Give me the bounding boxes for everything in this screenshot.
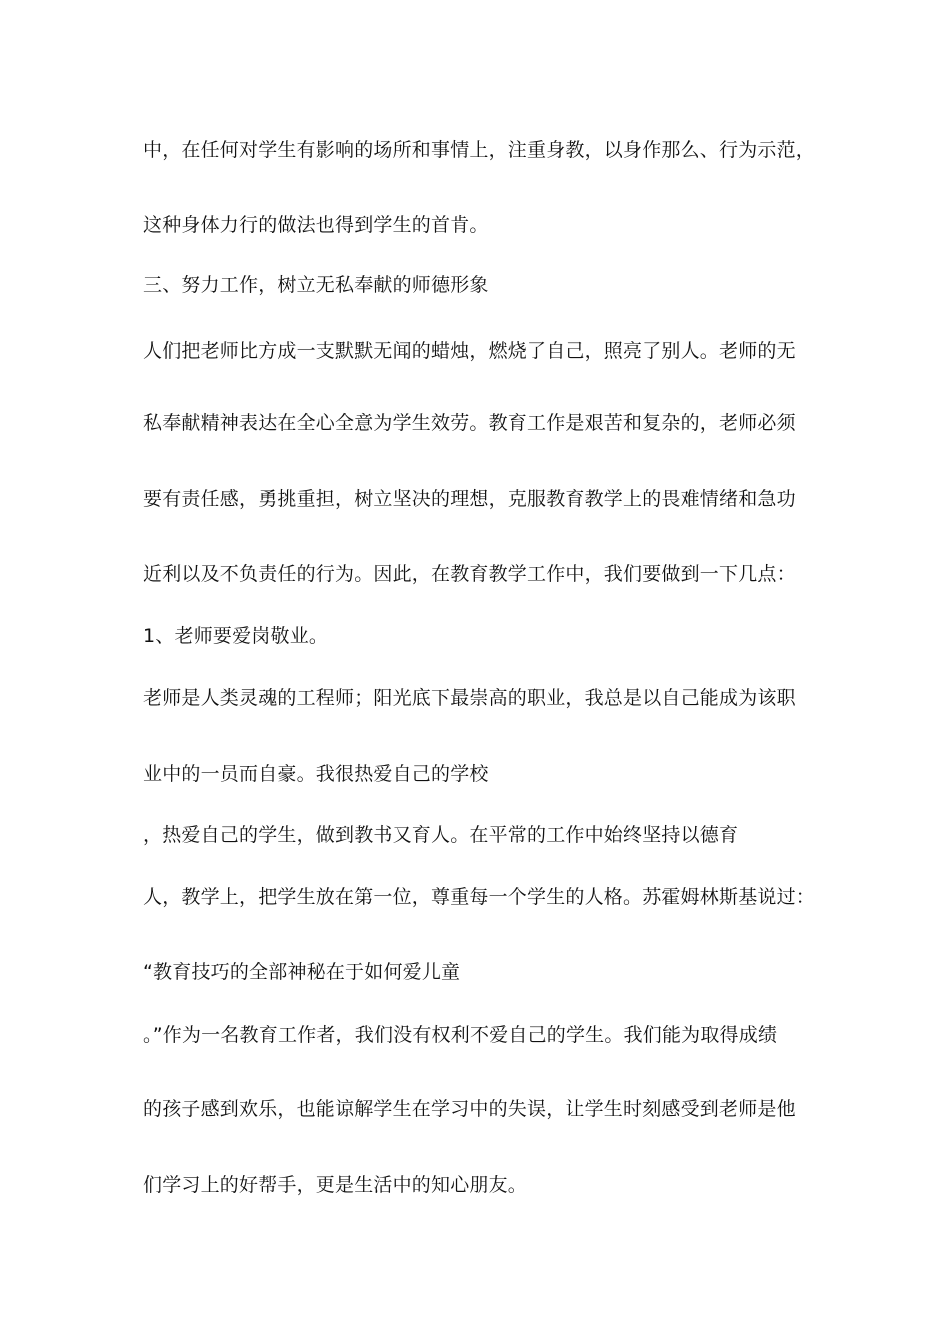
text-line: 人们把老师比方成一支默默无闻的蜡烛，燃烧了自己，照亮了别人。老师的无 bbox=[143, 340, 796, 362]
text-line: 要有责任感，勇挑重担，树立坚决的理想，克服教育教学上的畏难情绪和急功 bbox=[143, 488, 796, 510]
section-heading: 三、努力工作，树立无私奉献的师德形象 bbox=[143, 274, 489, 296]
text-line: 们学习上的好帮手，更是生活中的知心朋友。 bbox=[143, 1174, 528, 1196]
quote-line: “教育技巧的全部神秘在于如何爱儿童 bbox=[143, 961, 461, 983]
text-line: 中，在任何对学生有影响的场所和事情上，注重身教，以身作那么、行为示范， bbox=[143, 139, 816, 161]
text-line: 私奉献精神表达在全心全意为学生效劳。教育工作是艰苦和复杂的，老师必须 bbox=[143, 412, 796, 434]
text-line: 的孩子感到欢乐，也能谅解学生在学习中的失误，让学生时刻感受到老师是他 bbox=[143, 1098, 796, 1120]
text-line: 老师是人类灵魂的工程师；阳光底下最崇高的职业，我总是以自己能成为该职 bbox=[143, 687, 796, 709]
text-line: 近利以及不负责任的行为。因此，在教育教学工作中，我们要做到一下几点： bbox=[143, 563, 796, 585]
text-line: ，热爱自己的学生，做到教书又育人。在平常的工作中始终坚持以德育 bbox=[143, 824, 739, 846]
text-line: 业中的一员而自豪。我很热爱自己的学校 bbox=[143, 763, 489, 785]
list-item-heading: 1、老师要爱岗敬业。 bbox=[143, 625, 329, 647]
text-line: 。”作为一名教育工作者，我们没有权利不爱自己的学生。我们能为取得成绩 bbox=[143, 1024, 778, 1046]
text-line: 这种身体力行的做法也得到学生的首肯。 bbox=[143, 214, 489, 236]
text-line: 人，教学上，把学生放在第一位，尊重每一个学生的人格。苏霍姆林斯基说过： bbox=[143, 886, 816, 908]
